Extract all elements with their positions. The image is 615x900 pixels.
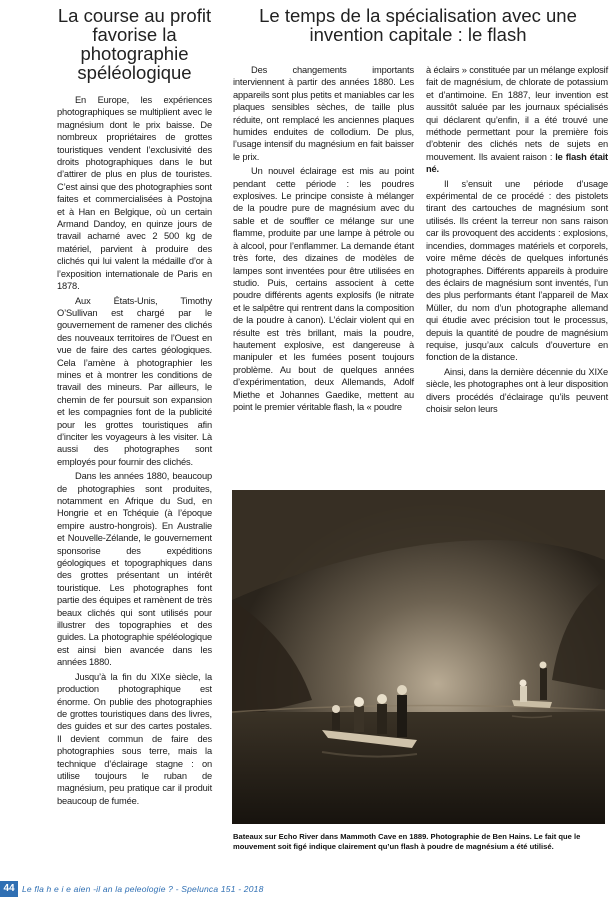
right-section-title: Le temps de la spécialisation avec une invention capitale : le flash	[259, 5, 577, 45]
left-column	[57, 6, 212, 807]
left-paragraph: Aux États-Unis, Timothy O’Sullivan est chargé par le gouvernement de ramener des clichés des nouveaux territoires de l’Ouest en vue de faire des cartes géologiques. Cela l’amène à photographier les mines et à montrer les conditions de travail des mineurs. Par ailleurs, le chemin de fer poursuit son expansion et les compagnies font de la publicité pour les grottes touristiques afin d’inciter les voyageurs à les visiter. Là aussi des photographes sont employés pour fournir des clichés.	[57, 295, 212, 467]
photo-caption: Bateaux sur Echo River dans Mammoth Cave en 1889. Photographie de Ben Hains. Le fait que le mouvement soit figé indique clairement qu’un flash à poudre de magnésium a été utilisé.	[233, 832, 581, 851]
right-paragraph	[426, 64, 608, 176]
right-column	[426, 64, 608, 415]
left-paragraph: Dans les années 1880, beaucoup de photographies sont produites, notamment en Afrique du Sud, en Hongrie et en Tchéquie (à l’époque empire austro-hongrois). En Australie et Nouvelle-Zélande, le gouvernement sponsorise des expéditions géologiques et topographiques dans des grottes présentant un intérêt touristique. Les photographes font partie des équipes et ramènent de très beaux clichés qui sont utilisés pour illustrer des topographies et des guides. La photographie spéléologique est ainsi bien avancée dans les années 1880.	[57, 471, 212, 668]
right-paragraph-bold: le flash était né.	[426, 151, 609, 175]
right-paragraph: Il s’ensuit une période d’usage expérimental de ce procédé : des pistolets tirant des cartouches de magnésium sont utilisés. Ils créent la terreur non sans raison car ils provoquent des accidents : explosions, incendies, dommages matériels et corporels, voire même décès de quelques infortunés photographes. Différents appareils à produire des éclairs de magnésium sont inventés, l’un des plus performants étant l’appareil de Max Müller, du nom d’un photographe allemand qui étudie avec précision tout le processus, depuis la quantité de poudre de magnésium requise, jusqu’aux calculs d’ouverture en fonction de la distance.	[426, 178, 608, 363]
cave-photo-illustration	[232, 490, 605, 824]
mid-paragraph: Des changements importants interviennent à partir des années 1880. Les appareils sont plus petits et maniables car les plaques sensibles sèches, de taille plus réduite, ont remplacé les anciennes plaques humides enduites de collodium. De plus, l’usage intensif du magnésium en fait baisser le prix.	[233, 65, 414, 162]
mid-paragraph: Un nouvel éclairage est mis au point pendant cette période : les poudres explosives. Le principe consiste à mélanger de la poudre pure de magnésium avec du sable et de souffler ce mélange sur une flamme, produite par une lampe à pétrole ou à alcool, pour l’enflammer. La demande étant très forte, des dizaines de modèles de lampes sont inventées pour être utilisées en studio. Puis, certains associent à cette poudre différents agents explosifs (le nitrate et le salpêtre qui rentrent dans la composition de la poudre à canon). L’éclair violent qui en résulte est très brillant, mais la poudre, hautement explosive, est dangereuse à manipuler et les fumées posent toujours problème. Au bout de quelques années d’expérimentation, deux Allemands, Adolf Miethe et Johannes Gaedike, mettent au point le premier véritable flash, la « poudre	[233, 166, 414, 412]
running-footer: Le fla h e i e aien -il an la peleologie ? - Spelunca 151 - 2018	[22, 884, 264, 894]
right-paragraph-text: à éclairs » constituée par un mélange explosif fait de magnésium, de chlorate de potassium et d’antimoine. En 1887, leur invention est aussitôt saluée par les journaux spécialisés qui déclarent qu’enfin, il a été trouvé une méthode permettant pour la première fois d’obtenir des clichés nets de sujets en mouvement. Ils avaient raison :	[426, 65, 608, 162]
left-section-title: La course au profit favorise la photographie spéléologique	[57, 5, 212, 83]
left-paragraph: Jusqu’à la fin du XIXe siècle, la production photographique est énorme. On publie des photographies de grottes touristiques dans des livres, des guides et sur des cartes postales. Il devient commun de faire des photographies sous terre, mais la technique d’éclairage stagne : on utilise toujours le ruban de magnésium, peu pratique car il produit beaucoup de fumée.	[57, 671, 212, 806]
left-paragraph: En Europe, les expériences photographiques se multiplient avec le magnésium dont le prix baisse. De nombreux propriétaires de grottes touristiques vendent l’exclusivité des droits photographiques dans le but d’attirer de plus en plus de touristes. C’est ainsi que des photographies sont faites et commercialisées à Postojna et à Han en Belgique, où un certain Armand Dandoy, en quinze jours de travail acharné avec 2 500 kg de matériel, parvient à produire des clichés qui lui valent la médaille d’or à l’exposition internationale de Paris en 1878.	[57, 95, 212, 292]
middle-column	[233, 64, 414, 413]
right-paragraph: Ainsi, dans la dernière décennie du XIXe siècle, les photographes ont à leur disposition divers procédés d’éclairage qu’ils peuvent choisir selon leurs	[426, 366, 608, 414]
cave-boat-photo	[232, 490, 605, 824]
page-number: 44	[0, 881, 18, 897]
page-footer	[0, 881, 615, 897]
